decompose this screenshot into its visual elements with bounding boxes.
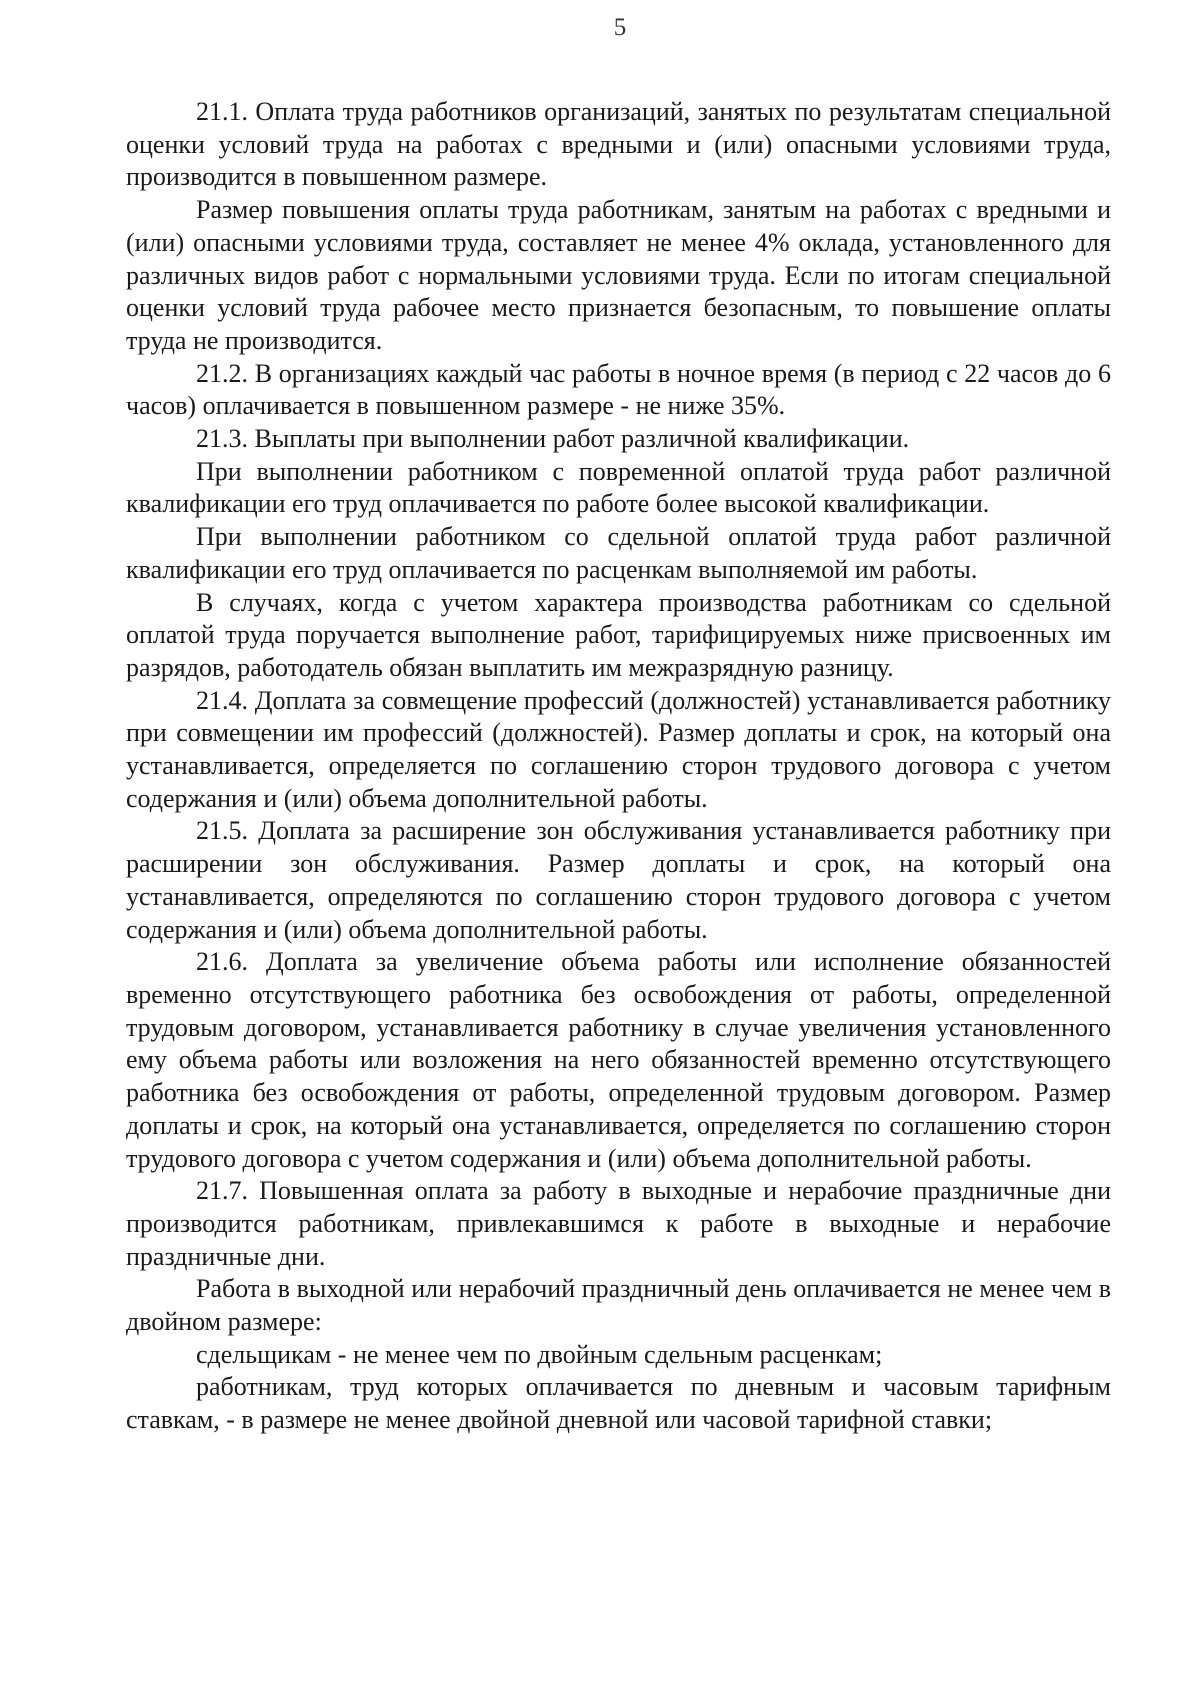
- paragraph-21-4: 21.4. Доплата за совмещение профессий (должностей) устанавливается работнику при совмещении им профессий (должностей). Размер доплаты и срок, на который она устанавливается, определяется по соглашению сторон трудового договора с учетом содержания и (или) объема дополнительной работы.: [126, 685, 1111, 813]
- paragraph-hazard-pay-size: Размер повышения оплаты труда работникам, занятым на работах с вредными и (или) опасными условиями труда, составляет не менее 4% оклада, установленного для различных видов работ с нормальными условиями труда. Если по итогам специальной оценки условий труда рабочее место признается безопасным, то повышение оплаты труда не производится.: [126, 195, 1111, 355]
- document-body: [126, 96, 1111, 1437]
- paragraph-time-based-pay: При выполнении работником с повременной оплатой труда работ различной квалификации его труд оплачивается по работе более высокой квалификации.: [126, 456, 1111, 519]
- page-number: 5: [613, 14, 627, 41]
- paragraph-21-2: 21.2. В организациях каждый час работы в ночное время (в период с 22 часов до 6 часов) оплачивается в повышенном размере - не ниже 35%.: [126, 358, 1111, 421]
- paragraph-21-7: 21.7. Повышенная оплата за работу в выходные и нерабочие праздничные дни производится работникам, привлекавшимся к работе в выходные и нерабочие праздничные дни.: [126, 1176, 1111, 1271]
- paragraph-21-5: 21.5. Доплата за расширение зон обслуживания устанавливается работнику при расширении зон обслуживания. Размер доплаты и срок, на который она устанавливается, определяются по соглашению сторон трудового договора с учетом содержания и (или) объема дополнительной работы.: [126, 816, 1111, 944]
- paragraph-piece-rate-pay: При выполнении работником со сдельной оплатой труда работ различной квалификации его труд оплачивается по расценкам выполняемой им работы.: [126, 522, 1111, 584]
- paragraph-21-6: 21.6. Доплата за увеличение объема работы или исполнение обязанностей временно отсутствующего работника без освобождения от работы, определенной трудовым договором, устанавливается работнику в случае увеличения установленного ему объема работы или возложения на него обязанностей временно отсутствующего работника без освобождения от работы, определенной трудовым договором. Размер доплаты и срок, на который она устанавливается, определяется по соглашению сторон трудового договора с учетом содержания и (или) объема дополнительной работы.: [126, 947, 1111, 1173]
- paragraph-piece-workers: сдельщикам - не менее чем по двойным сдельным расценкам;: [196, 1339, 883, 1369]
- paragraph-holiday-pay: Работа в выходной или нерабочий праздничный день оплачивается не менее чем в двойном размере:: [126, 1274, 1111, 1337]
- paragraph-grade-difference: В случаях, когда с учетом характера производства работникам со сдельной оплатой труда поручается выполнение работ, тарифицируемых ниже присвоенных им разрядов, работодатель обязан выплатить им межразрядную разницу.: [126, 587, 1111, 682]
- paragraph-21-3: 21.3. Выплаты при выполнении работ различной квалификации.: [196, 424, 910, 454]
- paragraph-21-1: 21.1. Оплата труда работников организаций, занятых по результатам специальной оценки условий труда на работах с вредными и (или) опасными условиями труда, производится в повышенном размере.: [126, 97, 1111, 192]
- paragraph-tariff-workers: работникам, труд которых оплачивается по дневным и часовым тарифным ставкам, - в размере не менее двойной дневной или часовой тарифной ставки;: [126, 1372, 1111, 1435]
